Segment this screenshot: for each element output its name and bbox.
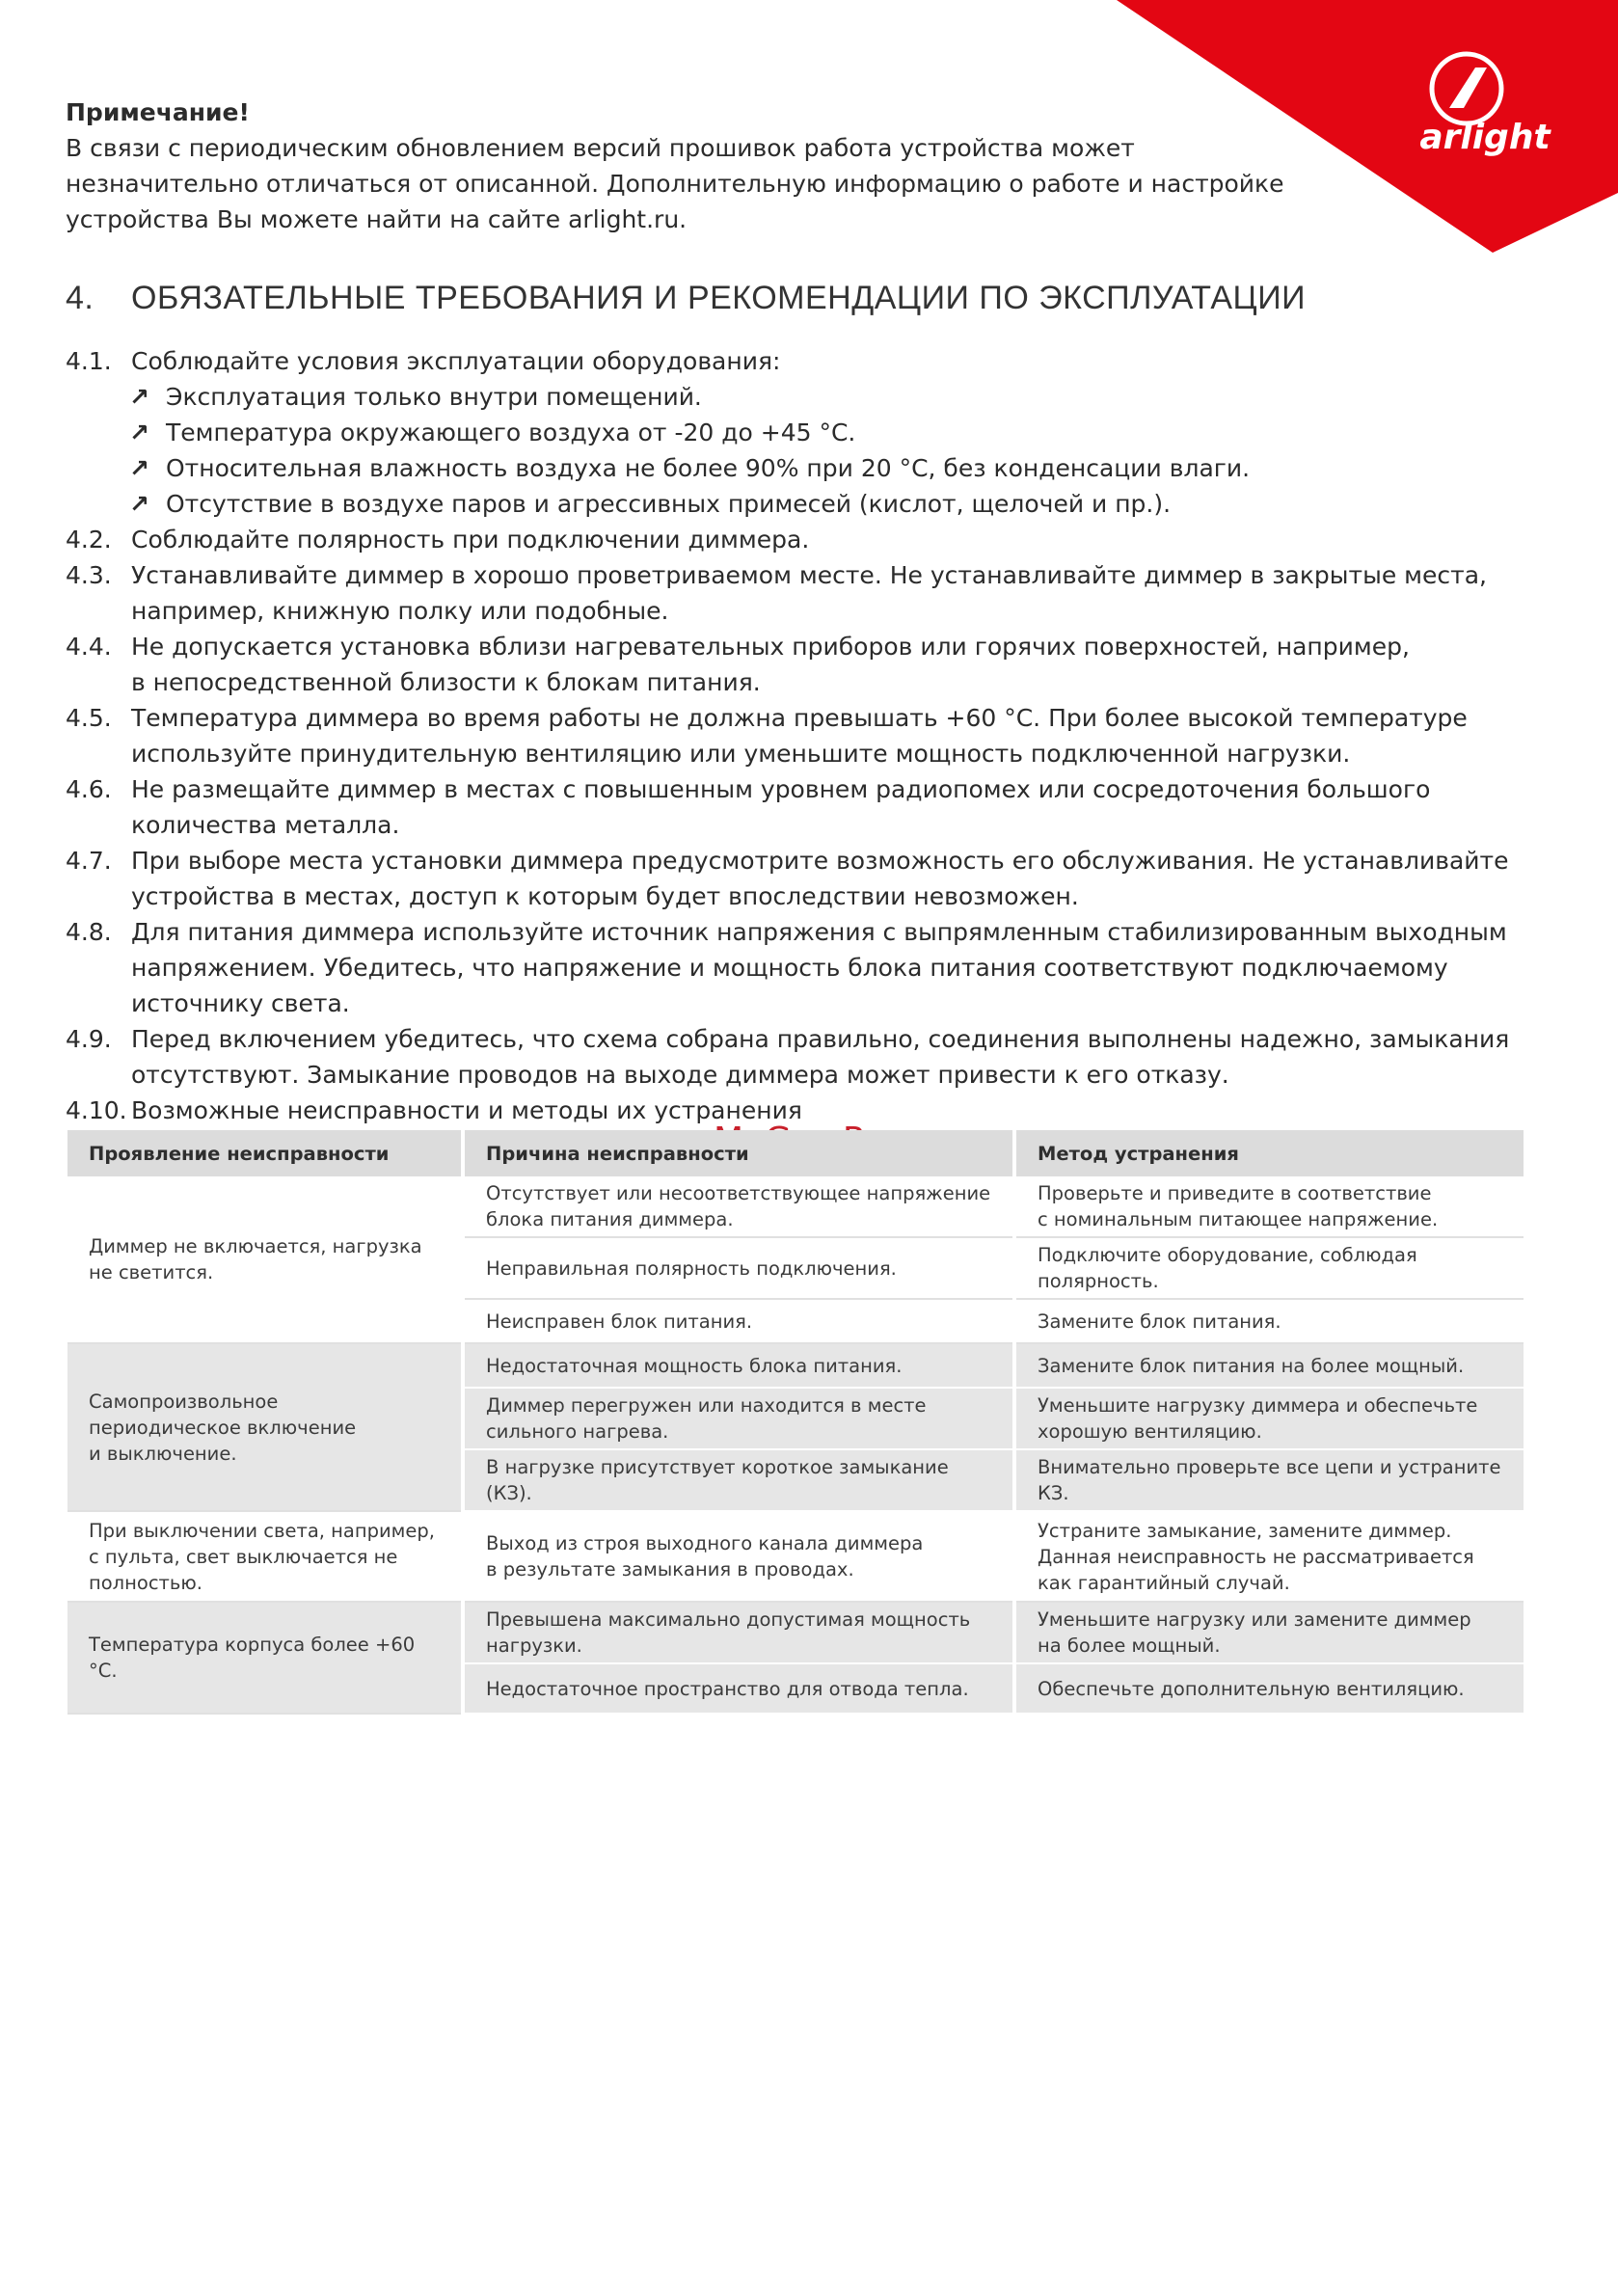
symptom-cell-line: периодическое включение	[89, 1416, 357, 1439]
item-number: 4.9.	[66, 1025, 112, 1053]
cause-cell-line: Неправильная полярность подключения.	[486, 1256, 897, 1280]
item-line: напряжением. Убедитесь, что напряжение и мощность блока питания соответствуют подключаемому	[131, 954, 1448, 982]
list-item	[66, 914, 1551, 1021]
bullet-text: Температура окружающего воздуха от -20 до +45 °С.	[166, 419, 856, 446]
symptom-cell-line: не светится.	[89, 1261, 214, 1283]
item-line: в непосредственной близости к блокам питания.	[131, 668, 761, 696]
section-title: ОБЯЗАТЕЛЬНЫЕ ТРЕБОВАНИЯ И РЕКОМЕНДАЦИИ ПО ЭКСПЛУАТАЦИИ	[131, 280, 1307, 316]
fix-cell-line: Подключите оборудование, соблюдая	[1038, 1244, 1417, 1266]
bullet-text: Эксплуатация только внутри помещений.	[166, 383, 702, 411]
item-text	[131, 914, 1551, 1021]
list-item	[66, 843, 1551, 914]
note-line: незначительно отличаться от описанной. Дополнительную информацию о работе и настройке	[66, 170, 1284, 198]
cause-cell-line: нагрузки.	[486, 1634, 582, 1657]
item-number: 4.6.	[66, 775, 112, 803]
symptom-cell	[67, 1176, 463, 1343]
fix-cell	[1014, 1343, 1524, 1388]
symptom-cell-line: Самопроизвольное	[89, 1390, 279, 1413]
item-number: 4.1.	[66, 347, 112, 375]
table-header-row	[67, 1130, 1524, 1176]
fix-cell-line: на более мощный.	[1038, 1634, 1221, 1657]
note-title: Примечание!	[66, 98, 250, 126]
symptom-cell-line: и выключение.	[89, 1442, 237, 1465]
symptom-cell-line: Диммер не включается, нагрузка	[89, 1235, 422, 1257]
arrow-bullet-icon: ↗	[129, 490, 149, 518]
bullet-item	[66, 450, 1551, 486]
note-block	[66, 95, 1319, 237]
symptom-cell	[67, 1343, 463, 1511]
cause-cell-line: Недостаточное пространство для отвода тепла.	[486, 1677, 969, 1700]
fix-cell-line: Данная неисправность не рассматривается	[1038, 1545, 1474, 1568]
item-line: количества металла.	[131, 811, 400, 839]
section-number: 4.	[66, 280, 94, 316]
list-item	[66, 343, 1551, 379]
requirements-list	[66, 343, 1551, 1128]
faults-table	[67, 1130, 1524, 1715]
cause-cell-line: Недостаточная мощность блока питания.	[486, 1354, 903, 1377]
item-line: например, книжную полку или подобные.	[131, 597, 669, 625]
fix-cell-line: Уменьшите нагрузку или замените диммер	[1038, 1608, 1471, 1631]
item-number: 4.3.	[66, 561, 112, 589]
item-line: Не размещайте диммер в местах с повышенным уровнем радиопомех или сосредоточения большого	[131, 775, 1431, 803]
fix-cell-line: полярность.	[1038, 1270, 1159, 1292]
item-line: При выборе места установки диммера предусмотрите возможность его обслуживания. Не устанавливайте	[131, 847, 1509, 875]
item-line: устройства в местах, доступ к которым будет впоследствии невозможен.	[131, 882, 1079, 910]
fix-cell-line: Замените блок питания на более мощный.	[1038, 1354, 1465, 1377]
table-row	[67, 1602, 1524, 1663]
fix-cell-line: хорошую вентиляцию.	[1038, 1420, 1262, 1443]
symptom-cell-line: При выключении света, например,	[89, 1519, 435, 1542]
cause-cell	[463, 1388, 1014, 1449]
fix-cell	[1014, 1511, 1524, 1602]
fix-cell-line: Проверьте и приведите в соответствие	[1038, 1182, 1432, 1204]
table-row	[67, 1511, 1524, 1602]
symptom-cell	[67, 1602, 463, 1714]
item-line: используйте принудительную вентиляцию или уменьшите мощность подключенной нагрузки.	[131, 740, 1351, 768]
item-line: Соблюдайте полярность при подключении диммера.	[131, 526, 810, 554]
item-number: 4.10.	[66, 1096, 127, 1124]
item-line: Устанавливайте диммер в хорошо проветриваемом месте. Не устанавливайте диммер в закрытые места,	[131, 561, 1487, 589]
cause-cell-line: в результате замыкания в проводах.	[486, 1558, 854, 1580]
item-text	[131, 843, 1551, 914]
list-item	[66, 771, 1551, 843]
item-text	[131, 771, 1551, 843]
cause-cell-line: Отсутствует или несоответствующее напряжение	[486, 1182, 991, 1204]
item-number: 4.7.	[66, 847, 112, 875]
cause-cell-line: В нагрузке присутствует короткое замыкание (КЗ).	[486, 1456, 949, 1504]
fix-cell-line: как гарантийный случай.	[1038, 1571, 1290, 1594]
bullet-text: Относительная влажность воздуха не более 90% при 20 °С, без конденсации влаги.	[166, 454, 1251, 482]
arrow-bullet-icon: ↗	[129, 383, 149, 411]
cause-cell	[463, 1449, 1014, 1511]
item-line: Температура диммера во время работы не должна превышать +60 °С. При более высокой температуре	[131, 704, 1468, 732]
cause-cell-line: Неисправен блок питания.	[486, 1310, 753, 1333]
logo-text: arlight	[1419, 118, 1551, 157]
note-line: В связи с периодическим обновлением версий прошивок работа устройства может	[66, 134, 1135, 162]
item-line: Для питания диммера используйте источник напряжения с выпрямленным стабилизированным выходным	[131, 918, 1507, 946]
fix-cell	[1014, 1602, 1524, 1663]
cause-cell-line: сильного нагрева.	[486, 1420, 669, 1443]
note-line: устройства Вы можете найти на сайте arlight.ru.	[66, 205, 688, 233]
fix-cell-line: Замените блок питания.	[1038, 1310, 1281, 1333]
item-text	[131, 629, 1551, 700]
cause-cell	[463, 1176, 1014, 1237]
item-number: 4.8.	[66, 918, 112, 946]
item-line: Возможные неисправности и методы их устранения	[131, 1096, 802, 1124]
item-line: источнику света.	[131, 989, 350, 1017]
item-text	[131, 343, 1551, 379]
list-item	[66, 522, 1551, 557]
list-item	[66, 700, 1551, 771]
item-line: Перед включением убедитесь, что схема собрана правильно, соединения выполнены надежно, замыкания	[131, 1025, 1510, 1053]
fix-cell-line: Обеспечьте дополнительную вентиляцию.	[1038, 1677, 1465, 1700]
fix-cell-line: с номинальным питающее напряжение.	[1038, 1208, 1439, 1230]
header-cause: Причина неисправности	[463, 1130, 1014, 1176]
list-item	[66, 1021, 1551, 1093]
fix-cell	[1014, 1388, 1524, 1449]
bullet-item	[66, 486, 1551, 522]
bullet-text: Отсутствие в воздухе паров и агрессивных примесей (кислот, щелочей и пр.).	[166, 490, 1172, 518]
symptom-cell-line: полностью.	[89, 1571, 203, 1594]
item-line: Соблюдайте условия эксплуатации оборудования:	[131, 347, 781, 375]
fix-cell	[1014, 1176, 1524, 1237]
symptom-cell	[67, 1511, 463, 1602]
table-row	[67, 1343, 1524, 1388]
fix-cell	[1014, 1663, 1524, 1714]
fix-cell-line: Внимательно проверьте все цепи и устраните КЗ.	[1038, 1456, 1501, 1504]
section-heading	[66, 280, 1306, 317]
item-number: 4.2.	[66, 526, 112, 554]
cause-cell	[463, 1237, 1014, 1299]
fix-cell	[1014, 1237, 1524, 1299]
cause-cell	[463, 1663, 1014, 1714]
cause-cell	[463, 1299, 1014, 1343]
fix-cell-line: Устраните замыкание, замените диммер.	[1038, 1519, 1452, 1542]
list-item	[66, 557, 1551, 629]
fix-cell	[1014, 1449, 1524, 1511]
item-text	[131, 1021, 1551, 1093]
arrow-bullet-icon: ↗	[129, 419, 149, 446]
symptom-cell-line: с пульта, свет выключается не	[89, 1545, 398, 1568]
item-number: 4.5.	[66, 704, 112, 732]
cause-cell-line: Диммер перегружен или находится в месте	[486, 1394, 927, 1417]
cause-cell-line: блока питания диммера.	[486, 1208, 734, 1230]
bullet-item	[66, 379, 1551, 415]
fix-cell	[1014, 1299, 1524, 1343]
header-fix: Метод устранения	[1014, 1130, 1524, 1176]
cause-cell	[463, 1511, 1014, 1602]
list-item	[66, 629, 1551, 700]
item-line: Не допускается установка вблизи нагревательных приборов или горячих поверхностей, например,	[131, 633, 1410, 661]
cause-cell-line: Превышена максимально допустимая мощность	[486, 1608, 971, 1631]
bullet-item	[66, 415, 1551, 450]
symptom-cell-line: Температура корпуса более +60 °С.	[89, 1634, 416, 1682]
header-symptom: Проявление неисправности	[67, 1130, 463, 1176]
table-row	[67, 1176, 1524, 1237]
cause-cell	[463, 1343, 1014, 1388]
item-text	[131, 522, 1551, 557]
cause-cell-line: Выход из строя выходного канала диммера	[486, 1532, 924, 1554]
arrow-bullet-icon: ↗	[129, 454, 149, 482]
item-number: 4.4.	[66, 633, 112, 661]
fix-cell-line: Уменьшите нагрузку диммера и обеспечьте	[1038, 1394, 1478, 1417]
cause-cell	[463, 1602, 1014, 1663]
item-text	[131, 700, 1551, 771]
item-line: отсутствуют. Замыкание проводов на выходе диммера может привести к его отказу.	[131, 1061, 1229, 1089]
item-text	[131, 557, 1551, 629]
